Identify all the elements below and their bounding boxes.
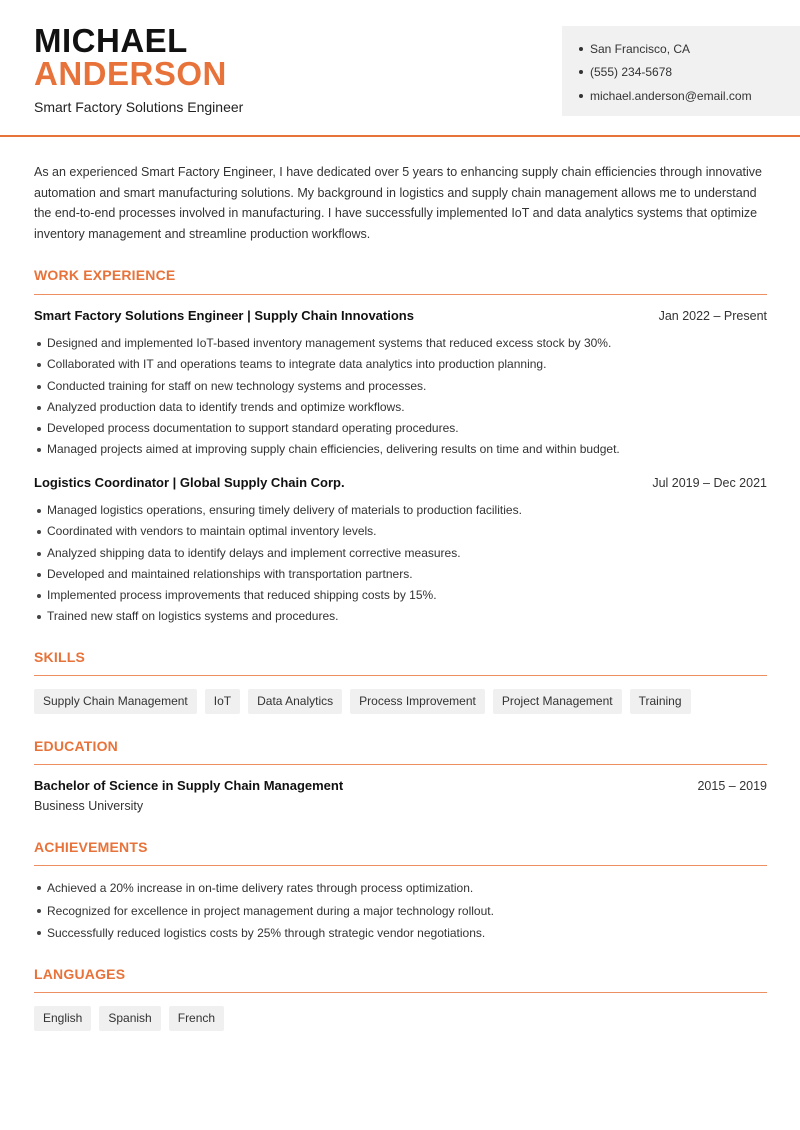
work-experience-heading: WORK EXPERIENCE	[34, 267, 176, 283]
contact-phone-text: (555) 234-5678	[590, 65, 673, 80]
job-bullets	[34, 500, 767, 628]
job-role: Smart Factory Solutions Engineer | Supply Chain Innovations	[34, 308, 414, 323]
list-item: Developed and maintained relationships with transportation partners.	[34, 564, 767, 585]
language-chip: English	[34, 1006, 91, 1031]
contact-email-text[interactable]: michael.anderson@email.com	[590, 88, 752, 103]
resume-header	[0, 0, 800, 137]
skill-chip: Training	[630, 689, 691, 714]
job-dates: Jan 2022 – Present	[658, 308, 767, 323]
job-dates: Jul 2019 – Dec 2021	[652, 475, 767, 490]
list-item: Analyzed shipping data to identify delays and implement corrective measures.	[34, 543, 767, 564]
section-divider	[34, 865, 767, 866]
job-bullets	[34, 333, 767, 461]
languages-heading: LANGUAGES	[34, 966, 126, 982]
school-name: Business University	[34, 799, 144, 813]
skill-chip: Project Management	[493, 689, 622, 714]
job-header	[34, 308, 767, 323]
education-header	[34, 778, 767, 793]
skills-heading: SKILLS	[34, 649, 85, 665]
job-title: Smart Factory Solutions Engineer	[34, 99, 244, 115]
list-item: Designed and implemented IoT-based inventory management systems that reduced excess stock by 30%.	[34, 333, 767, 354]
list-item: Trained new staff on logistics systems and procedures.	[34, 606, 767, 627]
contact-box	[562, 26, 800, 116]
education-heading: EDUCATION	[34, 738, 118, 754]
job-role: Logistics Coordinator | Global Supply Chain Corp.	[34, 475, 345, 490]
skill-chip: Supply Chain Management	[34, 689, 197, 714]
education-dates: 2015 – 2019	[697, 778, 767, 793]
list-item: Successfully reduced logistics costs by 25% through strategic vendor negotiations.	[34, 922, 767, 945]
job-header	[34, 475, 767, 490]
list-item: Collaborated with IT and operations teams to integrate data analytics into production planning.	[34, 354, 767, 375]
summary-paragraph: As an experienced Smart Factory Engineer, I have dedicated over 5 years to enhancing supply chain efficiencies through innovative automation and smart manufacturing solutions. My background in logistics and supply chain management allows me to understand the end-to-end processes involved in manufacturing. I have successfully implemented IoT and data analytics systems that optimize inventory management and streamline production workflows.	[34, 165, 762, 242]
bullet-icon	[579, 70, 583, 74]
contact-phone	[579, 61, 800, 85]
list-item: Coordinated with vendors to maintain optimal inventory levels.	[34, 521, 767, 542]
list-item: Achieved a 20% increase in on-time delivery rates through process optimization.	[34, 877, 767, 900]
section-divider	[34, 294, 767, 295]
section-divider	[34, 675, 767, 676]
languages-list	[34, 1006, 767, 1031]
list-item: Managed projects aimed at improving supply chain efficiencies, delivering results on time and within budget.	[34, 439, 767, 460]
list-item: Developed process documentation to support standard operating procedures.	[34, 418, 767, 439]
language-chip: French	[169, 1006, 224, 1031]
skill-chip: Data Analytics	[248, 689, 342, 714]
skill-chip: IoT	[205, 689, 240, 714]
degree: Bachelor of Science in Supply Chain Management	[34, 778, 344, 793]
contact-email[interactable]	[579, 84, 800, 108]
last-name: ANDERSON	[34, 55, 227, 92]
skills-list	[34, 689, 767, 714]
list-item: Analyzed production data to identify trends and optimize workflows.	[34, 397, 767, 418]
section-divider	[34, 992, 767, 993]
contact-location-text: San Francisco, CA	[590, 41, 691, 56]
skill-chip: Process Improvement	[350, 689, 485, 714]
language-chip: Spanish	[99, 1006, 160, 1031]
list-item: Recognized for excellence in project management during a major technology rollout.	[34, 900, 767, 923]
list-item: Implemented process improvements that reduced shipping costs by 15%.	[34, 585, 767, 606]
bullet-icon	[579, 47, 583, 51]
first-name: MICHAEL	[34, 22, 188, 59]
achievements-heading: ACHIEVEMENTS	[34, 839, 148, 855]
list-item: Managed logistics operations, ensuring timely delivery of materials to production facilities.	[34, 500, 767, 521]
section-divider	[34, 764, 767, 765]
achievements-list	[34, 877, 767, 945]
contact-location	[579, 37, 800, 61]
list-item: Conducted training for staff on new technology systems and processes.	[34, 376, 767, 397]
bullet-icon	[579, 94, 583, 98]
